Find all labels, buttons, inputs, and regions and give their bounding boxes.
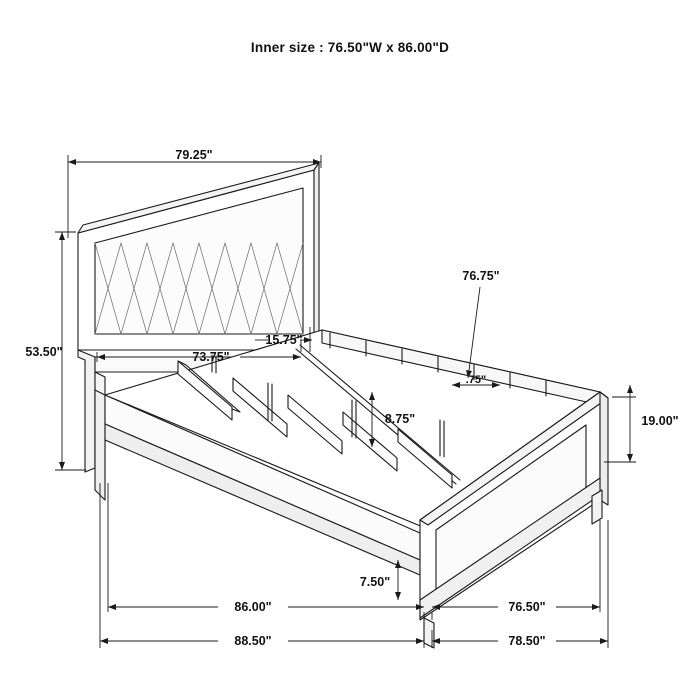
- dim-label-slat-thickness: .75": [465, 374, 487, 386]
- dim-label-footboard-leg-height: 7.50": [359, 575, 391, 589]
- dim-label-overall-depth: 88.50": [234, 634, 272, 648]
- dim-label-headboard-panel-width: 73.75": [192, 350, 230, 364]
- dim-label-inner-depth: 86.00": [234, 600, 272, 614]
- page-title: Inner size : 76.50"W x 86.00"D: [250, 40, 450, 55]
- footboard-right-edge: [600, 392, 608, 505]
- footboard-right-leg: [592, 490, 602, 524]
- dim-label-headboard-width: 79.25": [175, 148, 213, 162]
- dim-label-headboard-clearance: 15.75": [265, 333, 303, 347]
- dim-label-slat-height: 8.75": [384, 412, 416, 426]
- footboard-left-leg: [424, 618, 434, 648]
- dim-label-footboard-height: 19.00": [641, 414, 679, 428]
- dim-label-footboard-overall-width: 78.50": [508, 634, 546, 648]
- dim-label-rail-inner-width: 76.75": [462, 269, 500, 283]
- dim-label-headboard-height: 53.50": [25, 345, 63, 359]
- headboard-left-leg: [78, 350, 95, 472]
- dim-label-footboard-width: 76.50": [508, 600, 546, 614]
- headboard-side-edge: [314, 163, 319, 350]
